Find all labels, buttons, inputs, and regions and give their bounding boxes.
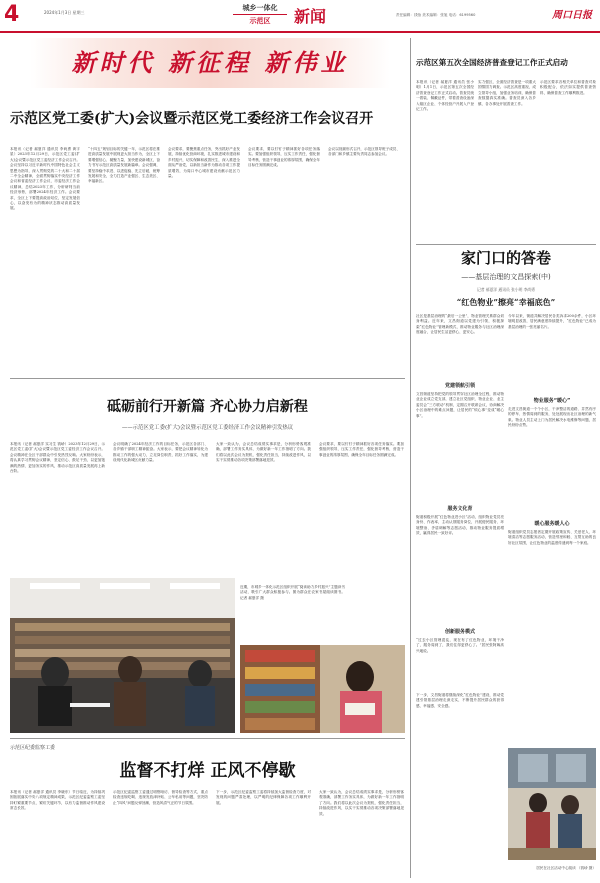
lead-headline: 示范区党工委(扩大)会议暨示范区党工委经济工作会议召开 [10,111,374,127]
bottom-col-3 [216,790,311,878]
section-title: 新闻 [294,7,327,26]
masthead-date: 2024年1月3日 星期三 [44,10,85,15]
slogan-top: 城乡一体化 [242,4,278,12]
lead-body-5: 会议以视频形式召开，示范区领导班子成员、各部门和乡镇主要负责同志参加会议。 [328,147,400,157]
lead-col-4 [248,147,320,375]
lead-col-5 [328,147,400,375]
masthead [0,0,600,32]
column-separator [410,38,411,878]
feature-body-2: 文昌街道坚持把党的领导贯穿社区治理全过程，推动物业企业成立党支部，建立社区党组织、物业企业、业主委员会“三方联动”机制，定期召开联席会议，协商解决小区治理中的难点问题，让居民的“烦心事”变成“暖心事”。 [416,392,504,418]
bottom-body-2: 示范区纪委监察工委通过明察暗访、督导检查等方式，重点检查违规吃喝、违规发放津补贴、公车私用等问题，坚决防止“四风”问题反弹回潮，营造风清气正的节日氛围。 [113,790,208,805]
reading-photo [10,578,235,733]
activity-photo [508,748,596,860]
photo-caption-text: 近期，市城乡一体化示范区组织开展“阅读助力乡村振兴”主题读书活动，吸引广大群众积极参与。图为群众在农家书屋阅读图书。 记者 郝夏洋 摄 [240,585,345,600]
right-top-body-1: 本报讯（记者 郝夏洋 通讯员 张小明）1月1日，示范区第五次全国经济普查登记工作正式启动。普查员统一着装、佩戴证件，带着普查设备深入辖区企业、个体经营户开展入户登记工作。 [416,80,474,112]
lead-body-2: “十四五”规划目标的关键一年，示范区将在推进高质量发展中展现更大担当作为，全区上下要增强信心、凝聚力量，加快建设新城区，奋力书写示范区高质量发展新篇章。会议强调，要坚持稳中求进、以进促稳、先立后破，统筹发展和安全，全力打造产业强区、生态美区、幸福新区。 [88,147,160,184]
reading-photo-image [10,578,235,733]
page-number: 4 [4,2,20,27]
feature-byline: 记者 郝夏洋 通讯员 张小明 李尚勇 [477,287,535,292]
second-headline: 砥砺前行开新篇 齐心协力启新程 [107,399,308,415]
activity-photo-image [508,748,596,860]
right-top-body-2: 实力强区，全面经济普查是一项重大国情国力调查。示范区高度重视，成立领导小组，加强业务培训，确保普查数据真实准确。普查员深入各乡镇、各办事处开展普查工作。 [478,80,536,106]
activity-photo-caption: 居民在社区活动中心阅读 （钱峤 摄） [536,866,596,870]
feature-title: 家门口的答卷 [460,249,551,267]
second-body-1: 本报讯（记者 郝夏洋 实习生 钱峤）2023年12月29日，示范区党工委(扩大)会议暨示范区党工委经济工作会议召开。会议精神在全区干部群众中引发热烈反响。大家纷纷表示，将认真学习贯彻会议精神，坚定信心、鼓足干劲，以更加饱满的热情、更加务实的作风，推动示范区高质量发展再上新台阶。 [10,442,105,474]
feature-body-3: 街道积极开展“红色物业进小区”活动，组织物业党员亮身份、作表率，主动认领服务岗位，开展便民服务、环境整治、矛盾调解等志愿活动，推动物业服务提质增效，赢得居民一致好评。 [416,515,504,536]
divider-photo [10,738,405,739]
feature-body-6: 下一步，文昌街道将继续深化“红色物业”建设，推动党建引领基层治理走深走实，不断提升居民群众的获得感、幸福感、安全感。 [416,693,504,708]
lead-body-1: 本报讯（记者 郝夏洋 通讯员 李尚勇 黄宇星）2023年12月29日，示范区党工委(扩大)会议暨示范区党工委经济工作会议召开。会议坚持以习近平新时代中国特色社会主义思想为指导，深入贯彻党的二十大和二十届二中全会精神，全面贯彻落实中央经济工作会议和省委经济工作会议、市委经济工作会议精神，总结2023年工作，分析研判当前经济形势，部署2024年经济工作。会议要求，全区上下要提高政治站位，坚定发展信心，以奋发有为的精神状态推动高质量发展。 [10,147,80,211]
right-body-2: 街道组织党员志愿者定期开展政策宣传、关爱老人、环境清洁等志愿服务活动，营造邻里和睦、互帮互助的良好社区氛围，让红色物业的温度传递到每一个家庭。 [508,530,596,545]
feature-section-4: 创新服务模式 [444,629,475,635]
bottom-col-2 [113,790,208,878]
paper-logo: 周口日报 [552,10,592,21]
second-col-3 [216,442,311,572]
bottom-headline: 监督不打烊 正风不停歇 [119,761,296,781]
feature-col-1 [416,314,504,874]
bottom-col-1 [10,790,105,878]
masthead-editors: 责任编辑：钱怡 美术编辑：张旭 电话：6199560 [396,13,476,17]
second-subhead: ——示范区党工委(扩大)会议暨示范区党工委经济工作会议精神引发热议 [121,425,294,431]
slogan-bottom: 示范区 [249,17,271,25]
right-top-col-3 [540,80,596,240]
feature-section-3: 暖心服务暖人心 [534,521,570,527]
second-col-4 [319,442,404,572]
banner-text: 新时代 新征程 新伟业 [71,48,349,77]
feature-body-5: “过去小区管理混乱，现在有了红色物业，环境干净了，服务周到了，我们住得更舒心了。”居民张阿姨高兴地说。 [416,638,504,653]
right-top-body-3: 示范区要求各相关单位和普查对象积极配合，依法如实提供普查资料，确保普查工作顺利推进。 [540,80,596,95]
book-photo [240,645,405,733]
second-body-2: 会议明确了2024年经济工作的目标任务，示范区各部门、各乡镇干部职工精神振奋。大家表示，要把会议精神转化为推动工作的强大动力，立足岗位职责，抓好工作落实，为建设现代化新城区贡献力量。 [113,442,208,463]
lead-col-1 [10,147,80,375]
lead-col-2 [88,147,160,375]
feature-quote: “红色物业”擦亮“幸福底色” [456,297,556,307]
right-top-col-2 [478,80,536,240]
divider-right-top [416,244,596,245]
lead-body-4: 会议要求，要以钉钉子精神抓好各项任务落实。要加强组织领导，压实工作责任，强化督导考核，营造干事创业的浓厚氛围，确保全年目标任务圆满完成。 [248,147,320,168]
bottom-body-3: 下一步，示范区纪委监察工委将持续加大监督检查力度，对发现的问题严肃处理，以严明的纪律保障各项工作顺利开展。 [216,790,311,805]
second-col-1 [10,442,105,572]
photo-caption [240,585,345,640]
masthead-slogan [233,3,287,27]
second-body-3: 大家一致认为，会议总结成绩实事求是，分析形势客观准确，部署工作务实具体，为做好新一年工作指明了方向。我们将以此次会议为契机，强化责任担当，持续改进作风，以实干实绩推动各项决策部署落地见效。 [216,442,311,463]
lead-col-3 [168,147,240,375]
second-col-2 [113,442,208,572]
feature-col-2 [508,314,596,744]
divider-lead [10,378,405,379]
right-top-col-1 [416,80,474,240]
feature-section-2: 服务文化育 [447,506,473,512]
bottom-body-1: 本报讯（记者 郝夏洋 通讯员 李晓东）节日临近，为持续巩固拓展落实中央八项规定精神成果，示范区纪委监察工委坚持盯紧重要节点、紧盯关键环节，以有力监督推动作风建设常态长效。 [10,790,105,811]
feature-section-1: 党建领航引领 [444,383,475,389]
right-top-headline: 示范区第五次全国经济普查登记工作正式启动 [416,58,568,67]
second-body-4: 会议要求，要以钉钉子精神抓好各项任务落实。要加强组织领导，压实工作责任，强化督导考核，营造干事创业的浓厚氛围，确保全年目标任务圆满完成。 [319,442,404,457]
bottom-body-4: 大家一致认为，会议总结成绩实事求是，分析形势客观准确，部署工作务实具体，为做好新一年工作指明了方向。我们将以此次会议为契机，强化责任担当，持续改进作风，以实干实绩推动各项决策部署落地见效。 [319,790,404,816]
feature-body-1: 社区是基层治理的“最后一公里”，物业管理关系群众切身利益。近年来，文昌街道以党建为引领，积极探索“红色物业”管理新模式，推动物业服务与社区治理深度融合，让居民生活更舒心、更安心。 [416,314,504,335]
bottom-kicker: 示范区纪委监察工委 [10,745,56,751]
book-photo-image [240,645,405,733]
feature-subtitle: ——基层治理的文昌探索(中) [461,273,551,281]
lead-body-3: 会议要求，要聚焦重点任务，突出抓好产业发展，持续优化营商环境，扎实推进城市建设和乡村振兴，切实保障和改善民生，深入推进全面从严治党，以新担当新作为推动各项工作提质增效，为周口中心城市建设贡献示范区力量。 [168,147,240,179]
banner [30,38,390,88]
masthead-rule [0,31,600,33]
bottom-col-4 [319,790,404,878]
right-section-1: 物业服务“暖心” [533,398,571,404]
feature-body-4: 今年以来，街道共解决居民各类诉求200余件，小区环境明显改善，居民满意度持续提升，“红色物业”已成为基层治理的一张亮丽名片。 [508,314,596,329]
right-body-1: 走进文昌街道一个个小区，干净整洁的道路、井然有序的停车、热情周到的服务，处处展现出社区治理的新气象。物业人员主动上门为居民解决水电维修等问题，居民纷纷点赞。 [508,407,596,428]
